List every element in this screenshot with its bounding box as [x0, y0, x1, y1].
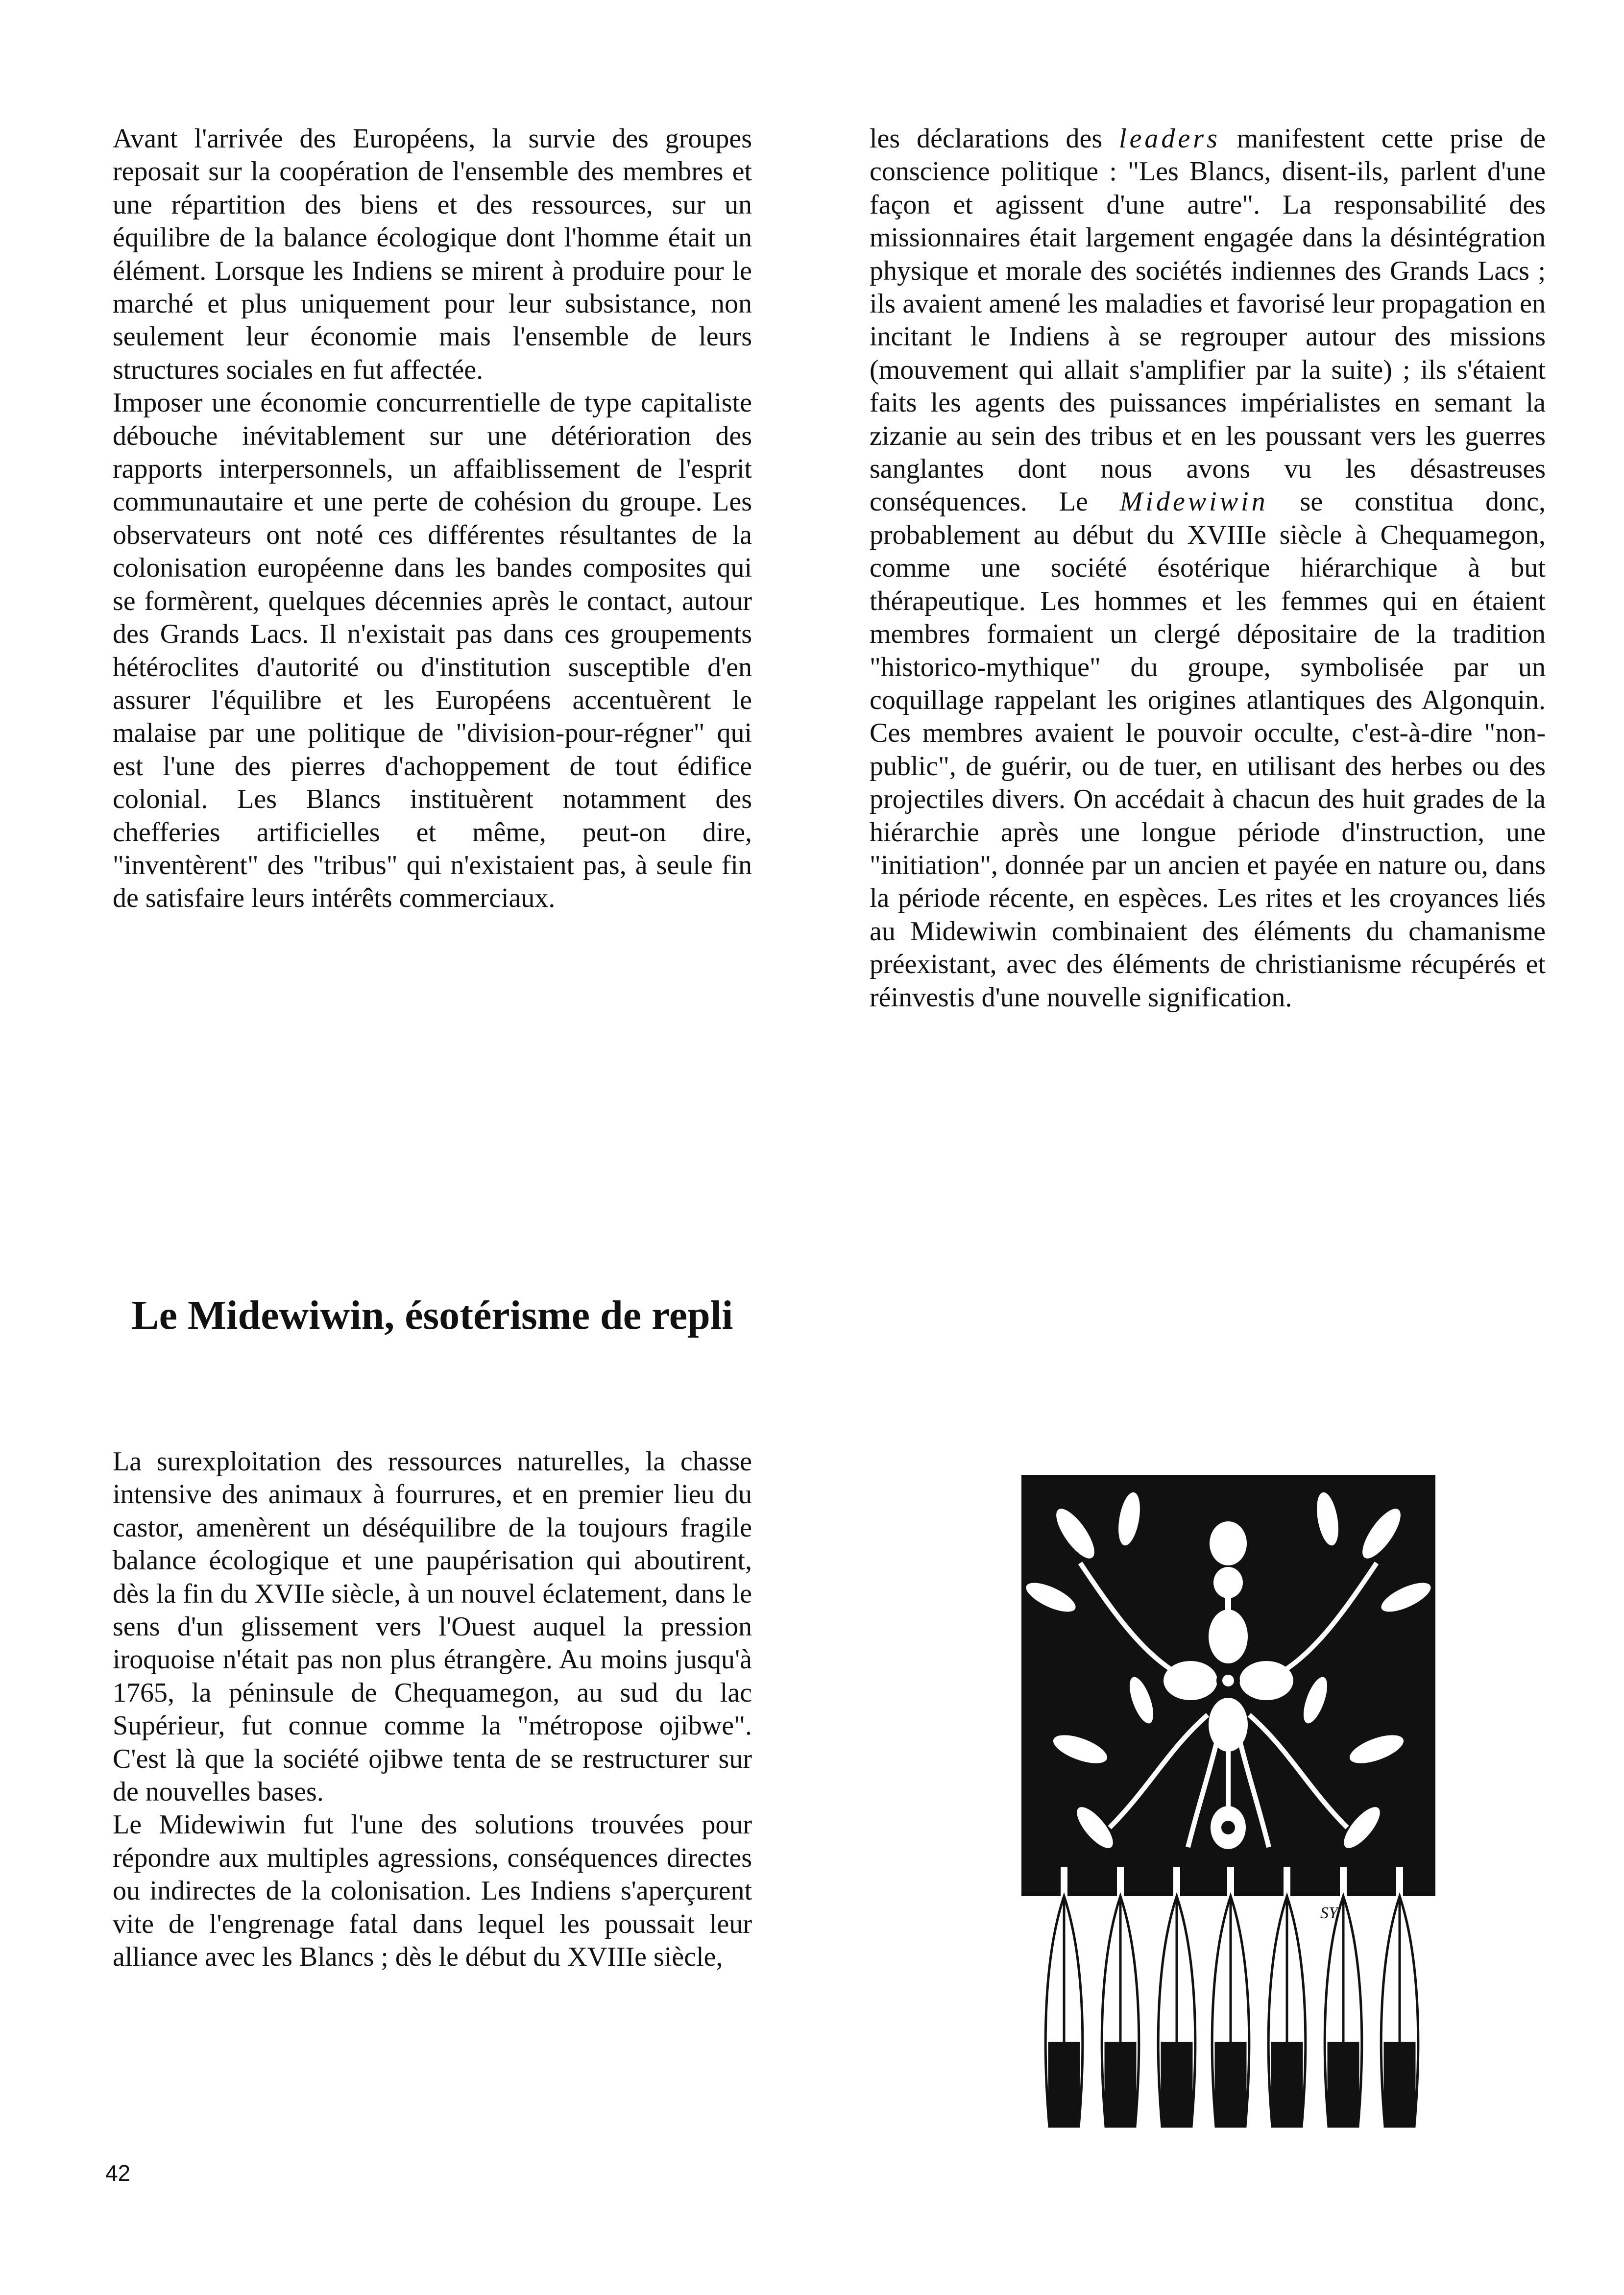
text-run: manifestent cette prise de conscience politique : "Les Blancs, disent-ils, parlent d'une façon et agissent d'une autre". La responsabilité des missionnaires était largement engagée dans la désintégration physique et morale des sociétés indiennes des Grands Lacs ; ils avaient amené les maladies et favorisé leur propagation en incitant le Indiens à se regrouper autour des missions (mouvement qui allait s'amplifier par la suite) ; ils s'étaient faits les agents des puissances impérialistes en semant la zizanie au sein des tribus et en les poussant vers les guerres sanglantes dont nous avons vu les désastreuses conséquences. Le: [870, 123, 1546, 517]
feather: [1045, 1896, 1083, 2126]
paragraph: [870, 122, 1546, 1014]
page-number: 42: [105, 2160, 131, 2186]
floral-banner-illustration: [1021, 1475, 1435, 2131]
italic-term-midewiwin: Midewiwin: [1119, 487, 1268, 517]
paragraph: Le Midewiwin fut l'une des solutions trouvées pour répondre aux multiples agressions, conséquences directes ou indirectes de la colonisation. Les Indiens s'aperçurent vite de l'engrenage fatal dans lequel les poussait leur alliance avec les Blancs ; dès le début du XVIIIe siècle,: [113, 1809, 752, 1973]
paragraph: Avant l'arrivée des Européens, la survie des groupes reposait sur la coopération de l'ensemble des membres et une répartition des biens et des ressources, sur un équilibre de la balance écologique dont l'homme était un élément. Lorsque les Indiens se mirent à produire pour le marché et plus uniquement pour leur subsistance, non seulement leur économie mais l'ensemble de leurs structures sociales en fut affectée.: [113, 123, 752, 385]
section-heading: Le Midewiwin, ésotérisme de repli: [131, 1292, 733, 1338]
text-run: se constitua donc, probablement au début du XVIIIe siècle à Chequamegon, comme une société ésotérique hiérarchique à but thérapeutique. Les hommes et les femmes qui en étaient membres formaient un clergé dépositaire de la tradition "historico-mythique" du groupe, symbolisée par un coquillage rappelant les origines atlantiques des Algonquin. Ces membres avaient le pouvoir occulte, c'est-à-dire "non-public", de guérir, ou de tuer, en utilisant des herbes ou des projectiles divers. On accédait à chacun des huit grades de la hiérarchie après une longue période d'instruction, une "initiation", donnée par un ancien et payée en nature ou, dans la période récente, en espèces. Les rites et les croyances liés au Midewiwin combinaient des éléments du chamanisme préexistant, avec des éléments de christianisme récupérés et réinvestis d'une nouvelle signification.: [870, 487, 1546, 1013]
feather: [1212, 1896, 1249, 2126]
feather: [1158, 1896, 1195, 2126]
text-column-top-right: [870, 122, 1546, 1014]
feathers: [1045, 1896, 1418, 2126]
feather: [1102, 1896, 1139, 2126]
feather: [1381, 1896, 1418, 2126]
floral-banner-svg: [1021, 1475, 1435, 2131]
text-column-bottom-left: [113, 1445, 752, 1974]
feather: [1268, 1896, 1306, 2126]
feather: [1325, 1896, 1362, 2126]
lower-bud: [1211, 1806, 1246, 1849]
illustration-signature: SY: [1320, 1904, 1338, 1922]
paragraph: La surexploitation des ressources naturelles, la chasse intensive des animaux à fourrures, et en premier lieu du castor, amenèrent un déséquilibre de la toujours fragile balance écologique et une paupérisation qui aboutirent, dès la fin du XVIIe siècle, à un nouvel éclatement, dans le sens d'un glissement vers l'Ouest auquel la pression iroquoise n'était pas non plus étrangère. Au moins jusqu'à 1765, la péninsule de Chequamegon, au sud du lac Supérieur, fut connue comme la "métropose ojibwe". C'est là que la société ojibwe tenta de se restructurer sur de nouvelles bases.: [113, 1446, 752, 1807]
italic-term-leaders: leaders: [1119, 123, 1220, 154]
text-column-top-left: [113, 122, 752, 915]
paragraph: Imposer une économie concurrentielle de type capitaliste débouche inévitablement sur une détérioration des rapports interpersonnels, un affaiblissement de l'esprit communautaire et une perte de cohésion du groupe. Les observateurs ont noté ces différentes résultantes de la colonisation européenne dans les bandes composites qui se formèrent, quelques décennies après le contact, autour des Grands Lacs. Il n'existait pas dans ces groupements hétéroclites d'autorité ou d'institution susceptible d'en assurer l'équilibre et les Européens accentuèrent le malaise par une politique de "division-pour-régner" qui est l'une des pierres d'achoppement de tout édifice colonial. Les Blancs instituèrent notamment des chefferies artificielles et même, peut-on dire, "inventèrent" des "tribus" qui n'existaient pas, à seule fin de satisfaire leurs intérêts commerciaux.: [113, 388, 752, 914]
text-run: les déclarations des: [870, 123, 1119, 154]
